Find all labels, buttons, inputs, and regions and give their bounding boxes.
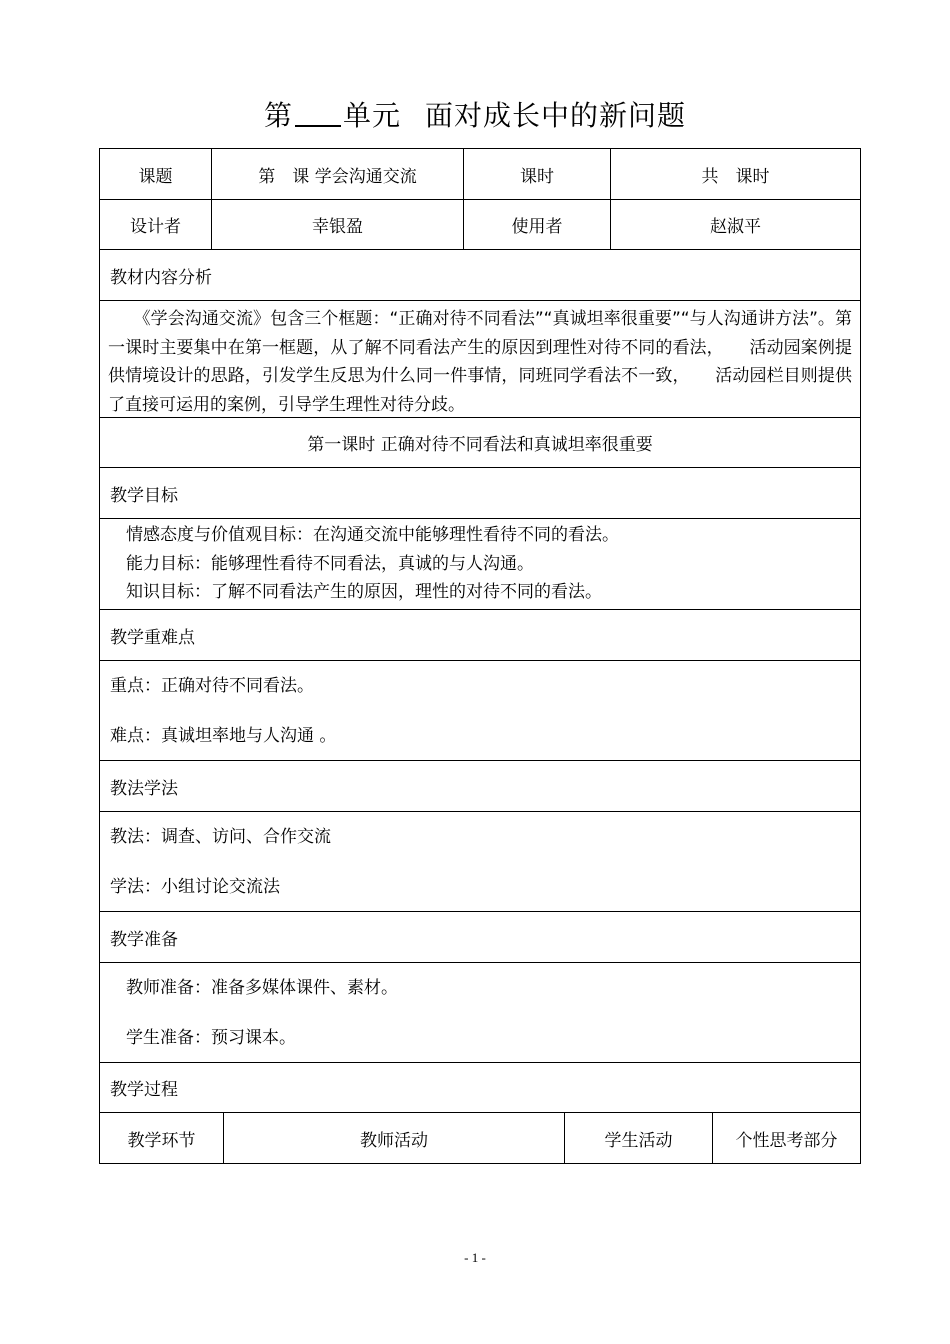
title-prefix: 第 [263, 99, 293, 132]
process-heading: 教学过程 [110, 1080, 178, 1100]
methods-heading: 教法学法 [110, 778, 178, 799]
methods-content [100, 812, 860, 912]
difficulty-point: 难点：真诚坦率地与人沟通 。 [110, 726, 337, 746]
learning-method: 学法：小组讨论交流法 [110, 877, 280, 897]
analysis-text-row [99, 300, 861, 417]
key-points-heading: 教学重难点 [110, 627, 195, 648]
designer-label: 设计者 [130, 217, 181, 237]
teacher-preparation: 教师准备：准备多媒体课件、素材。 [126, 978, 398, 998]
goals-list [100, 519, 860, 607]
goal-ability: 能力目标：能够理性看待不同看法，真诚的与人沟通。 [126, 553, 534, 574]
topic-value: 第 课 学会沟通交流 [211, 149, 463, 199]
column-teacher-activity: 教师活动 [223, 1113, 564, 1163]
process-columns-row [99, 1112, 861, 1164]
hours-value: 共 课时 [610, 149, 860, 199]
user-value: 赵淑平 [610, 200, 860, 249]
page-number: - 1 - [464, 1250, 486, 1265]
key-points-content [100, 661, 860, 761]
title-blank [295, 95, 341, 127]
lesson-plan-table [99, 148, 861, 1164]
focus-point: 重点：正确对待不同看法。 [110, 676, 314, 696]
column-personal-reflection: 个性思考部分 [712, 1113, 860, 1163]
key-points-row [99, 660, 861, 760]
preparation-row [99, 962, 861, 1062]
preparation-heading: 教学准备 [110, 929, 178, 950]
analysis-text: 《学会沟通交流》包含三个框题：“正确对待不同看法”“真诚坦率很重要”“与人沟通讲方法”。第一课时主要集中在第一框题，从了解不同看法产生的原因到理性对待不同的看法， 活动园案例提供情境设计的思路，引发学生反思为什么同一件事情，同班同学看法不一致， 活动园栏目则提供了直接可运用的案例，引导学生理性对待分歧。 [108, 309, 852, 415]
analysis-heading-row [99, 249, 861, 300]
designer-value: 幸银盈 [211, 200, 463, 249]
topic-row [99, 148, 861, 199]
goal-emotion: 情感态度与价值观目标：在沟通交流中能够理性看待不同的看法。 [126, 525, 619, 545]
key-points-heading-row [99, 609, 861, 660]
goals-list-row [99, 518, 861, 609]
lesson-title: 第一课时 正确对待不同看法和真诚坦率很重要 [307, 435, 653, 455]
teaching-method: 教法：调查、访问、合作交流 [110, 827, 331, 847]
title-middle: 单元 [342, 99, 401, 132]
methods-heading-row [99, 760, 861, 811]
hours-label: 课时 [463, 149, 610, 199]
page-title [0, 94, 950, 138]
column-teaching-stage: 教学环节 [127, 1130, 196, 1151]
designer-row [99, 199, 861, 249]
user-label: 使用者 [463, 200, 610, 249]
goals-heading: 教学目标 [110, 485, 178, 506]
student-preparation: 学生准备：预习课本。 [126, 1028, 296, 1048]
methods-row [99, 811, 861, 911]
process-heading-row [99, 1062, 861, 1112]
analysis-heading: 教材内容分析 [110, 267, 212, 288]
preparation-heading-row [99, 911, 861, 962]
preparation-content [100, 963, 860, 1063]
goal-knowledge: 知识目标：了解不同看法产生的原因，理性的对待不同的看法。 [126, 582, 602, 602]
goals-heading-row [99, 467, 861, 518]
title-main: 面对成长中的新问题 [425, 99, 687, 132]
topic-label: 课题 [138, 166, 173, 187]
column-student-activity: 学生活动 [564, 1113, 712, 1163]
lesson-title-row [99, 417, 861, 467]
